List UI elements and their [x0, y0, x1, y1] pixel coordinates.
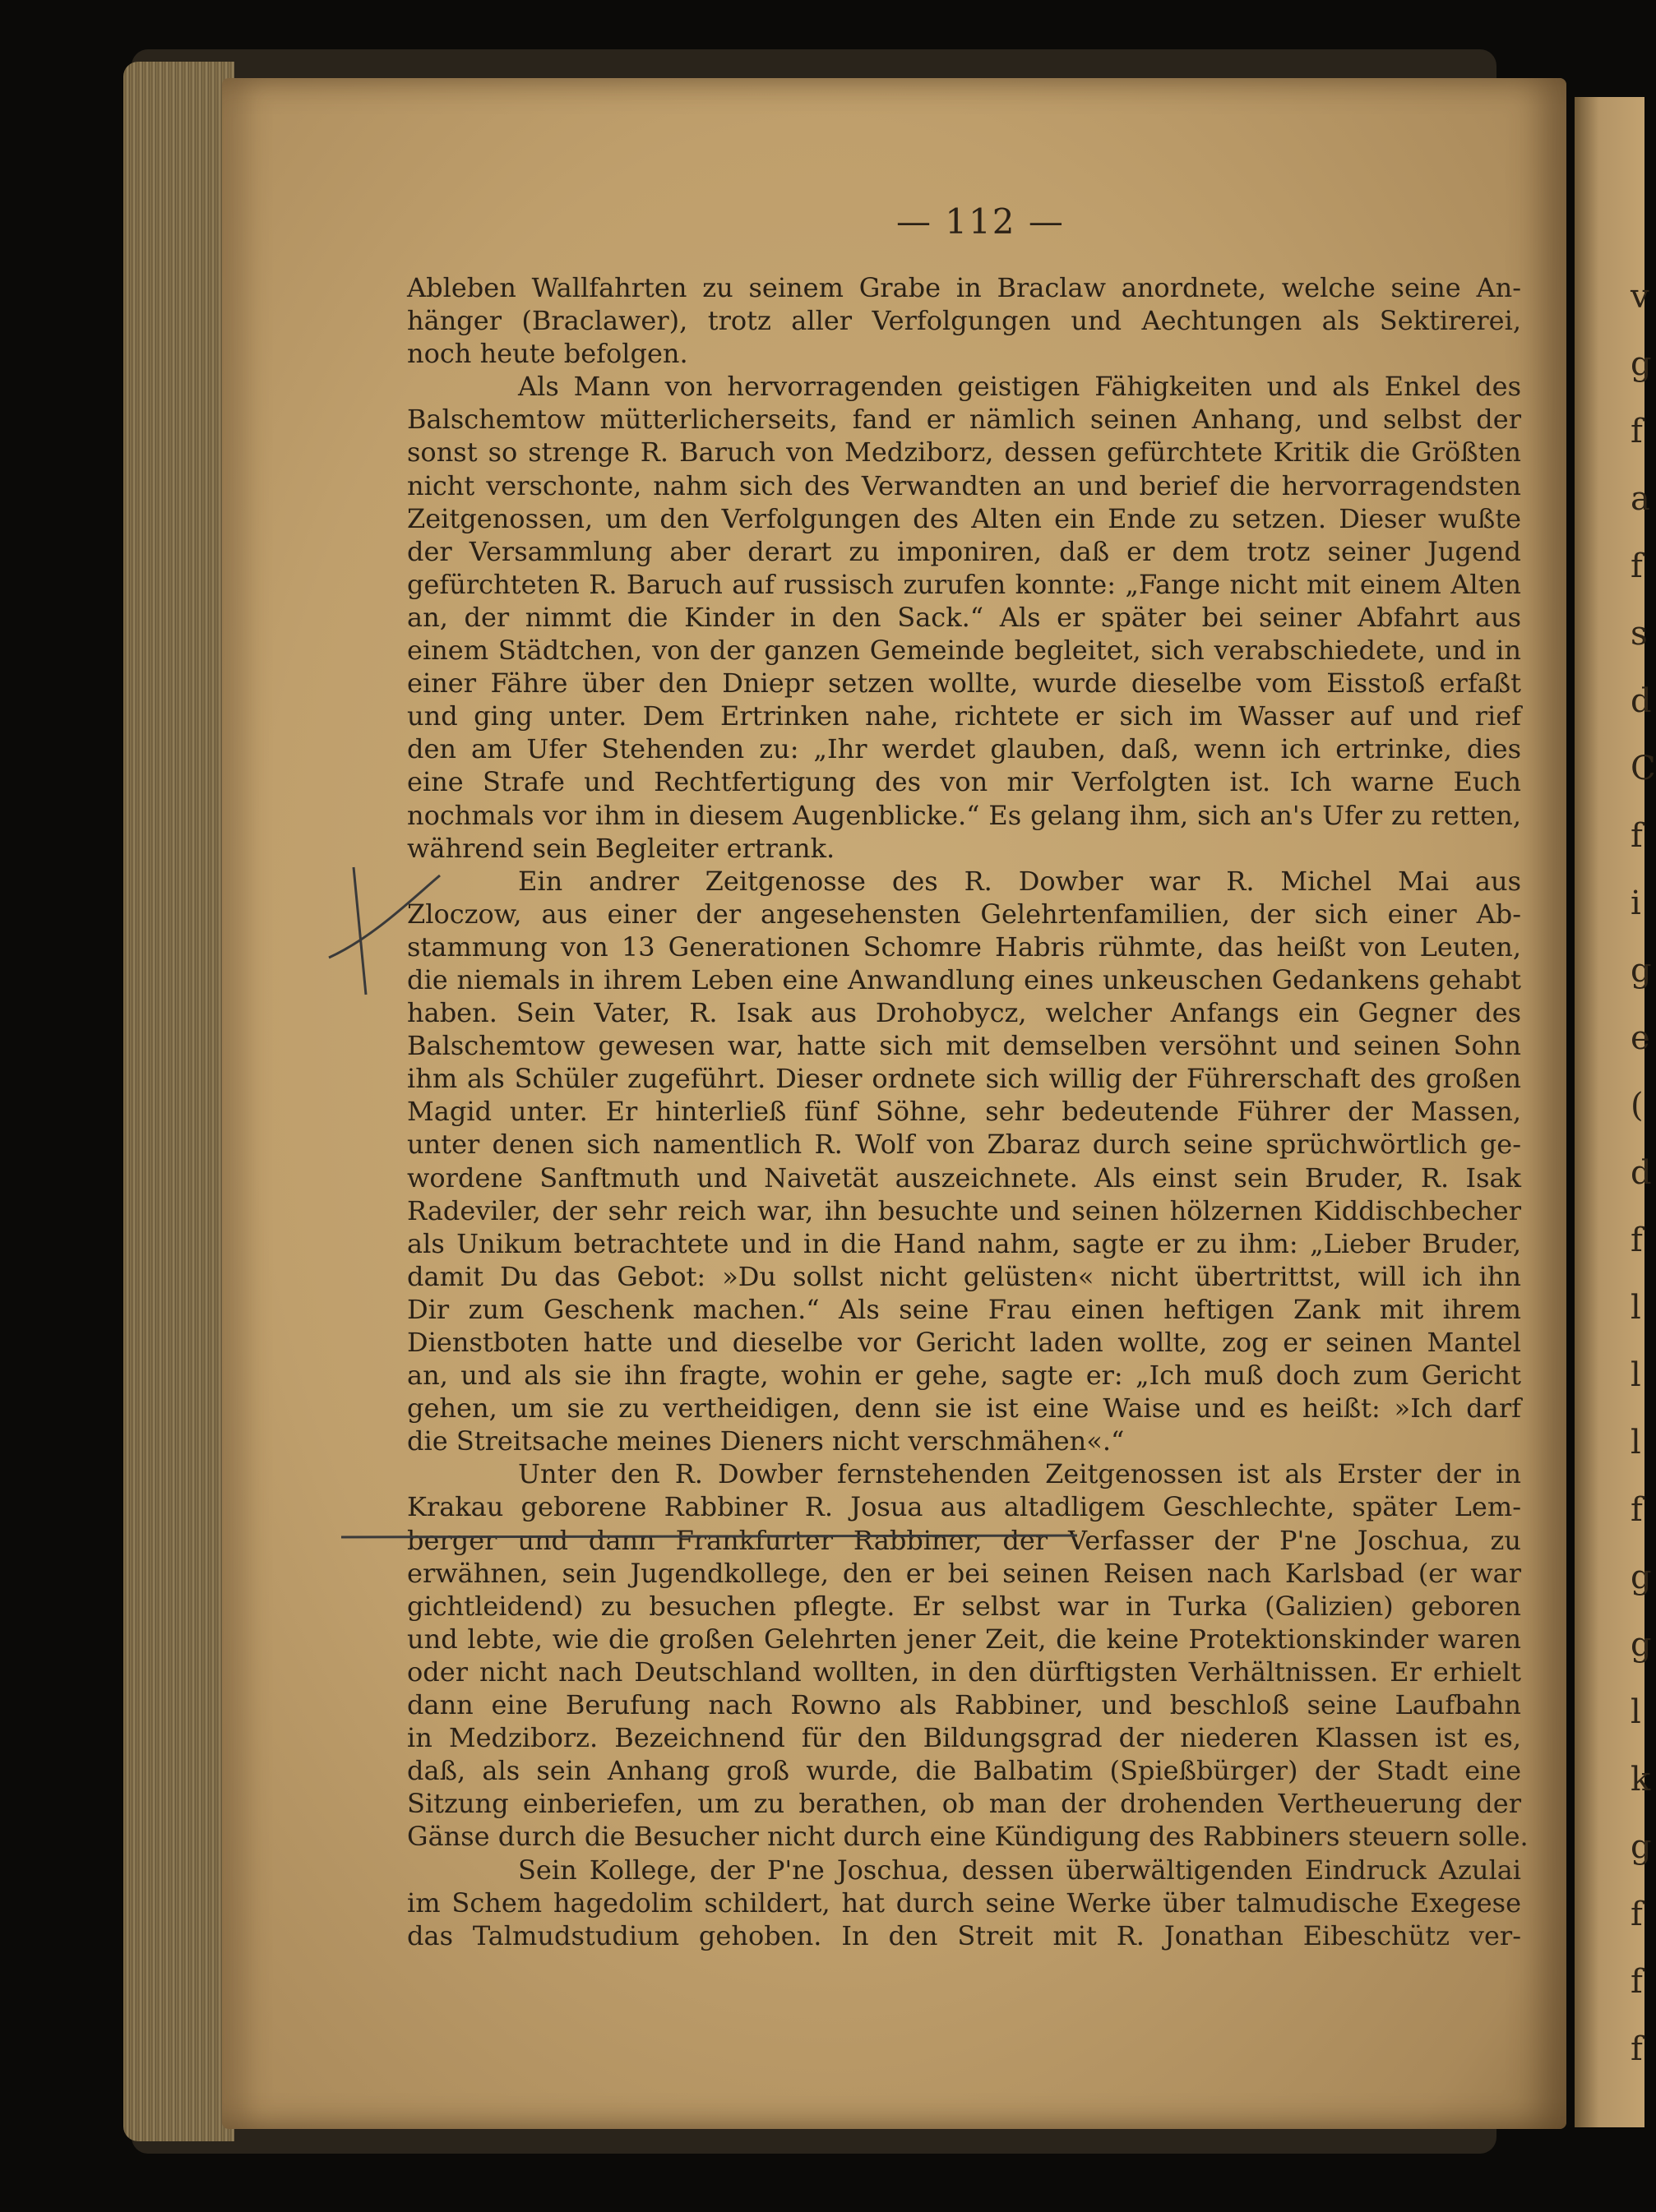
- facing-page-letter: e: [1631, 1019, 1650, 1057]
- text-line: und lebte, wie die großen Gelehrten jener Zeit, die keine Protektionskinder waren: [407, 1623, 1521, 1655]
- facing-page-letter: f: [1631, 1221, 1643, 1259]
- text-line: stammung von 13 Generationen Schomre Habris rühmte, das heißt von Leuten,: [407, 931, 1521, 963]
- facing-page-letter: l: [1631, 1424, 1641, 1462]
- pencil-cross-mark: [325, 863, 448, 1003]
- text-line: oder nicht nach Deutschland wollten, in den dürftigsten Verhältnissen. Er erhielt: [407, 1656, 1521, 1688]
- facing-page-letter: f: [1631, 547, 1643, 585]
- facing-page-letter: f: [1631, 1491, 1643, 1529]
- text-line: noch heute befolgen.: [407, 338, 688, 370]
- text-line: nochmals vor ihm in diesem Augenblicke.“ Es gelang ihm, sich an's Ufer zu retten,: [407, 799, 1521, 831]
- text-line: Ein andrer Zeitgenosse des R. Dowber war R. Michel Mai aus: [518, 865, 1521, 897]
- facing-page-letter: i: [1631, 884, 1641, 922]
- text-line: im Schem hagedolim schildert, hat durch seine Werke über talmudische Exegese: [407, 1886, 1521, 1919]
- facing-page-letter: C: [1631, 750, 1656, 787]
- page-stack-edge: [123, 62, 234, 2141]
- page-number: — 112 —: [896, 201, 1065, 242]
- pencil-strikethrough: [341, 1525, 1081, 1549]
- text-line: daß, als sein Anhang groß wurde, die Balbatim (Spießbürger) der Stadt eine: [407, 1755, 1521, 1787]
- text-line: Zloczow, aus einer der angesehensten Gelehrtenfamilien, der sich einer Ab-: [407, 898, 1521, 930]
- text-line: Gänse durch die Besucher nicht durch eine Kündigung des Rabbiners steuern solle.: [407, 1821, 1529, 1853]
- text-line: Balschemtow mütterlicherseits, fand er nämlich seinen Anhang, und selbst der: [407, 404, 1521, 436]
- text-line: einer Fähre über den Dniepr setzen wollte, wurde dieselbe vom Eisstoß erfaßt: [407, 667, 1521, 700]
- text-line: als Unikum betrachtete und in die Hand nahm, sagte er zu ihm: „Lieber Bruder,: [407, 1227, 1521, 1259]
- facing-page-edge: [1575, 97, 1656, 2127]
- text-line: Als Mann von hervorragenden geistigen Fähigkeiten und als Enkel des: [518, 371, 1521, 403]
- facing-page-letter: l: [1631, 1289, 1641, 1327]
- facing-page-letter: g: [1631, 345, 1652, 383]
- text-line: gichtleidend) zu besuchen pflegte. Er selbst war in Turka (Galizien) geboren: [407, 1590, 1521, 1622]
- text-line: die Streitsache meines Dieners nicht verschmähen«.“: [407, 1425, 1125, 1457]
- text-line: das Talmudstudium gehoben. In den Streit mit R. Jonathan Eibeschütz ver-: [407, 1919, 1521, 1951]
- facing-page-letter: v: [1631, 278, 1649, 316]
- facing-page-letter: g: [1631, 1559, 1652, 1596]
- facing-page-letter: l: [1631, 1693, 1641, 1731]
- facing-page-letter: d: [1631, 1154, 1652, 1192]
- text-line: wordene Sanftmuth und Naivetät auszeichnete. Als einst sein Bruder, R. Isak: [407, 1161, 1521, 1194]
- text-line: Zeitgenossen, um den Verfolgungen des Alten ein Ende zu setzen. Dieser wußte: [407, 502, 1521, 534]
- text-line: haben. Sein Vater, R. Isak aus Drohobycz, welcher Anfangs ein Gegner des: [407, 997, 1521, 1029]
- text-line: damit Du das Gebot: »Du sollst nicht gelüsten« nicht übertrittst, will ich ihn: [407, 1260, 1521, 1292]
- text-line: unter denen sich namentlich R. Wolf von Zbaraz durch seine sprüchwörtlich ge-: [407, 1129, 1521, 1161]
- text-line: den am Ufer Stehenden zu: „Ihr werdet glauben, daß, wenn ich ertrinke, dies: [407, 733, 1521, 765]
- text-line: nicht verschonte, nahm sich des Verwandten an und berief die hervorragendsten: [407, 469, 1521, 501]
- text-line: Dir zum Geschenk machen.“ Als seine Frau einen heftigen Zank mit ihrem: [407, 1293, 1521, 1325]
- text-line: Balschemtow gewesen war, hatte sich mit demselben versöhnt und seinen Sohn: [407, 1030, 1521, 1062]
- facing-page-letter: f: [1631, 2030, 1643, 2068]
- facing-page-letter: k: [1631, 1761, 1651, 1799]
- text-line: an, der nimmt die Kinder in den Sack.“ Als er später bei seiner Abfahrt aus: [407, 601, 1521, 633]
- facing-page-letter: f: [1631, 413, 1643, 450]
- text-line: Radeviler, der sehr reich war, ihn besuchte und seinen hölzernen Kiddischbecher: [407, 1194, 1521, 1226]
- facing-page-letter: f: [1631, 1896, 1643, 1933]
- text-line: eine Strafe und Rechtfertigung des von mir Verfolgten ist. Ich warne Euch: [407, 766, 1521, 798]
- facing-page-letter: l: [1631, 1356, 1641, 1394]
- facing-page-letter: f: [1631, 817, 1643, 855]
- facing-page-letter: g: [1631, 1626, 1652, 1664]
- text-line: Dienstboten hatte und dieselbe vor Gericht laden wollte, zog er seinen Mantel: [407, 1327, 1521, 1358]
- facing-page-letter: d: [1631, 682, 1652, 720]
- text-line: an, und als sie ihn fragte, wohin er gehe, sagte er: „Ich muß doch zum Gericht: [407, 1360, 1521, 1392]
- text-line: Sitzung einberiefen, um zu berathen, ob man der drohenden Vertheuerung der: [407, 1788, 1521, 1820]
- text-line: Magid unter. Er hinterließ fünf Söhne, sehr bedeutende Führer der Massen,: [407, 1096, 1521, 1128]
- facing-page-letter: f: [1631, 1963, 1643, 2001]
- text-line: Ableben Wallfahrten zu seinem Grabe in Braclaw anordnete, welche seine An-: [407, 272, 1521, 303]
- text-line: ihm als Schüler zugeführt. Dieser ordnete sich willig der Führerschaft des großen: [407, 1063, 1521, 1095]
- text-line: erwähnen, sein Jugendkollege, den er bei seinen Reisen nach Karlsbad (er war: [407, 1557, 1521, 1589]
- text-line: Krakau geborene Rabbiner R. Josua aus altadligem Geschlechte, später Lem-: [407, 1491, 1521, 1523]
- text-line: dann eine Berufung nach Rowno als Rabbiner, und beschloß seine Laufbahn: [407, 1689, 1521, 1721]
- text-line: gehen, um sie zu vertheidigen, denn sie ist eine Waise und es heißt: »Ich darf: [407, 1392, 1521, 1425]
- facing-page-letter: g: [1631, 1828, 1652, 1866]
- facing-page-letter: s: [1631, 615, 1648, 653]
- text-line: die niemals in ihrem Leben eine Anwandlung eines unkeuschen Gedankens gehabt: [407, 963, 1521, 995]
- text-line: während sein Begleiter ertrank.: [407, 832, 835, 864]
- text-line: einem Städtchen, von der ganzen Gemeinde begleitet, sich verabschiedete, und in: [407, 635, 1521, 667]
- text-line: berger und dann Frankfurter Rabbiner, der Verfasser der P'ne Joschua, zu: [407, 1524, 1521, 1556]
- text-line: der Versammlung aber derart zu imponiren, daß er dem trotz seiner Jugend: [407, 535, 1521, 567]
- text-line: Unter den R. Dowber fernstehenden Zeitgenossen ist als Erster der in: [518, 1458, 1521, 1490]
- facing-page-letter: g: [1631, 952, 1652, 990]
- text-line: und ging unter. Dem Ertrinken nahe, richtete er sich im Wasser auf und rief: [407, 700, 1521, 732]
- facing-page-letter: a: [1631, 480, 1650, 518]
- text-line: hänger (Braclawer), trotz aller Verfolgungen und Aechtungen als Sektirerei,: [407, 305, 1521, 337]
- facing-page-letter: (: [1631, 1087, 1644, 1124]
- text-line: gefürchteten R. Baruch auf russisch zurufen konnte: „Fange nicht mit einem Alten: [407, 568, 1521, 600]
- body-text: [407, 271, 1529, 1952]
- text-line: Sein Kollege, der P'ne Joschua, dessen überwältigenden Eindruck Azulai: [518, 1854, 1521, 1886]
- text-line: sonst so strenge R. Baruch von Medziborz, dessen gefürchtete Kritik die Größten: [407, 436, 1521, 469]
- text-line: in Medziborz. Bezeichnend für den Bildungsgrad der niederen Klassen ist es,: [407, 1722, 1521, 1754]
